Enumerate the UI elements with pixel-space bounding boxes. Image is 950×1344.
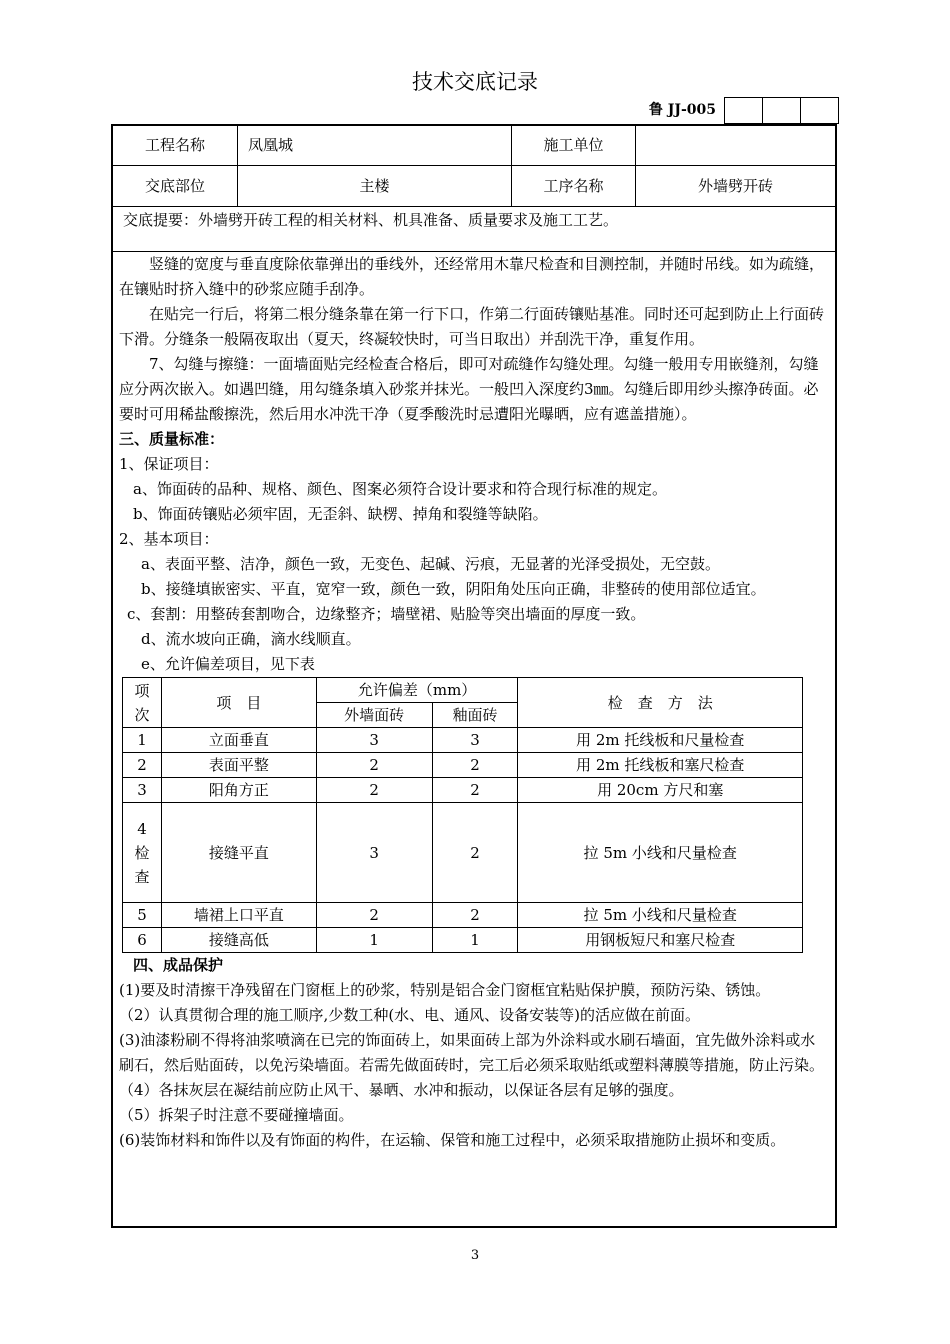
header-no	[123, 678, 162, 728]
header-exterior-tile: 外墙面砖	[316, 703, 432, 728]
code-box	[800, 97, 839, 124]
header-method: 检 查 方 法	[518, 678, 803, 728]
code-boxes	[724, 97, 839, 124]
cell-no: 3	[123, 778, 162, 803]
protection-item-1: (1)要及时清擦干净残留在门窗框上的砂浆，特别是铝合金门窗框宜粘贴保护膜，预防污染、锈蚀。	[119, 981, 771, 999]
header-no-line-2: 次	[134, 705, 150, 724]
basic-item-a: a、表面平整、洁净，颜色一致，无变色、起碱、污痕，无显著的光泽受损处，无空鼓。	[141, 555, 720, 573]
table-row	[123, 928, 803, 953]
table-header-row	[123, 678, 803, 703]
protection-item-4: （4）各抹灰层在凝结前应防止风干、暴晒、水冲和振动，以保证各层有足够的强度。	[119, 1081, 684, 1099]
location-value: 主楼	[238, 166, 512, 206]
document-title: 技术交底记录	[412, 70, 538, 94]
protection-item-5: （5）拆架子时注意不要碰撞墙面。	[119, 1106, 354, 1124]
cell-exterior: 2	[316, 753, 432, 778]
construction-unit-label: 施工单位	[512, 126, 636, 165]
cell-item: 接缝平直	[161, 803, 316, 903]
quality-heading: 三、质量标准：	[119, 430, 225, 448]
page-number: 3	[470, 1248, 480, 1263]
cell-glazed: 3	[432, 728, 518, 753]
cell-item: 阳角方正	[161, 778, 316, 803]
code-box	[724, 97, 762, 124]
header-item: 项 目	[161, 678, 316, 728]
cell-no: 1	[123, 728, 162, 753]
record-form	[111, 124, 837, 1228]
guarantee-item-b: b、饰面砖镶贴必须牢固，无歪斜、缺楞、掉角和裂缝等缺陷。	[133, 505, 548, 523]
cell-no-line-1: 4	[137, 819, 147, 838]
cell-exterior: 3	[316, 803, 432, 903]
paragraph-vertical-joints: 竖缝的宽度与垂直度除依靠弹出的垂线外，还经常用木靠尺检查和目测控制，并随时吊线。如为疏缝，在镶贴时挤入缝中的砂浆应随手刮净。	[119, 255, 825, 298]
cell-glazed: 2	[432, 903, 518, 928]
process-label: 工序名称	[512, 166, 636, 206]
cell-no: 6	[123, 928, 162, 953]
location-label: 交底部位	[113, 166, 238, 206]
protection-item-6: (6)装饰材料和饰件以及有饰面的构件，在运输、保管和施工过程中，必须采取措施防止损坏和变质。	[119, 1131, 786, 1149]
cell-glazed: 2	[432, 753, 518, 778]
cell-no: 2	[123, 753, 162, 778]
cell-exterior: 2	[316, 903, 432, 928]
cell-glazed: 2	[432, 803, 518, 903]
cell-exterior: 3	[316, 728, 432, 753]
tolerance-table	[122, 677, 803, 953]
project-name-label: 工程名称	[113, 126, 238, 165]
cell-no	[123, 803, 162, 903]
guarantee-heading: 1、保证项目：	[119, 455, 219, 473]
construction-unit-value	[636, 126, 835, 165]
cell-method: 用 2m 托线板和塞尺检查	[518, 753, 803, 778]
guarantee-item-a: a、饰面砖的品种、规格、颜色、图案必须符合设计要求和符合现行标准的规定。	[133, 480, 667, 498]
cell-exterior: 1	[316, 928, 432, 953]
header-row-2	[113, 166, 835, 207]
project-name-value: 凤凰城	[238, 126, 512, 165]
cell-item: 立面垂直	[161, 728, 316, 753]
table-row	[123, 903, 803, 928]
header-glazed-tile: 釉面砖	[432, 703, 518, 728]
basic-item-b: b、接缝填嵌密实、平直，宽窄一致，颜色一致，阴阳角处压向正确，非整砖的使用部位适宜。	[141, 580, 766, 598]
table-row	[123, 753, 803, 778]
basic-item-c: c、套割：用整砖套割吻合，边缘整齐；墙壁裙、贴脸等突出墙面的厚度一致。	[127, 605, 646, 623]
cell-method: 拉 5m 小线和尺量检查	[518, 903, 803, 928]
cell-glazed: 1	[432, 928, 518, 953]
basic-heading: 2、基本项目：	[119, 530, 219, 548]
cell-method: 拉 5m 小线和尺量检查	[518, 803, 803, 903]
code-box	[762, 97, 800, 124]
cell-method: 用 2m 托线板和尺量检查	[518, 728, 803, 753]
paragraph-joint-strips: 在贴完一行后，将第二根分缝条靠在第一行下口，作第二行面砖镶贴基准。同时还可起到防止上行面砖下滑。分缝条一般隔夜取出（夏天，终凝较快时，可当日取出）并刮洗干净，重复作用。	[119, 305, 825, 348]
cell-exterior: 2	[316, 778, 432, 803]
cell-item: 表面平整	[161, 753, 316, 778]
summary: 交底提要：外墙劈开砖工程的相关材料、机具准备、质量要求及施工工艺。	[113, 207, 835, 252]
cell-no-line-3: 查	[134, 867, 150, 886]
document-code: 鲁 JJ-005	[648, 102, 716, 118]
basic-item-d: d、流水坡向正确，滴水线顺直。	[141, 630, 361, 648]
header-no-line-1: 项	[134, 681, 150, 700]
cell-item: 接缝高低	[161, 928, 316, 953]
table-row	[123, 728, 803, 753]
header-tolerance: 允许偏差（mm）	[316, 678, 518, 703]
process-value: 外墙劈开砖	[697, 177, 773, 195]
cell-no: 5	[123, 903, 162, 928]
cell-method: 用 20cm 方尺和塞	[518, 778, 803, 803]
table-row	[123, 803, 803, 903]
protection-item-2: （2）认真贯彻合理的施工顺序,少数工种(水、电、通风、设备安装等)的活应做在前面。	[119, 1006, 701, 1024]
cell-item: 墙裙上口平直	[161, 903, 316, 928]
table-row	[123, 778, 803, 803]
content-body	[113, 252, 835, 1153]
header-row-1	[113, 126, 835, 166]
cell-method: 用钢板短尺和塞尺检查	[518, 928, 803, 953]
paragraph-pointing: 7、勾缝与擦缝：一面墙面贴完经检查合格后，即可对疏缝作勾缝处理。勾缝一般用专用嵌缝剂，勾缝应分两次嵌入。如遇凹缝，用勾缝条填入砂浆并抹光。一般凹入深度约3㎜。勾缝后即用纱头擦净砖面。必要时可用稀盐酸擦洗，然后用水冲洗干净（夏季酸洗时忌遭阳光曝晒，应有遮盖措施）。	[119, 355, 819, 423]
protection-item-3: (3)油漆粉刷不得将油浆喷滴在已完的饰面砖上，如果面砖上部为外涂料或水刷石墙面，宜先做外涂料或水刷石，然后贴面砖，以免污染墙面。若需先做面砖时，完工后必须采取贴纸或塑料薄膜等措施，防止污染。	[119, 1031, 825, 1074]
basic-item-e: e、允许偏差项目，见下表	[141, 655, 315, 673]
cell-glazed: 2	[432, 778, 518, 803]
cell-no-line-2: 检	[134, 843, 150, 862]
protection-heading: 四、成品保护	[133, 956, 224, 974]
